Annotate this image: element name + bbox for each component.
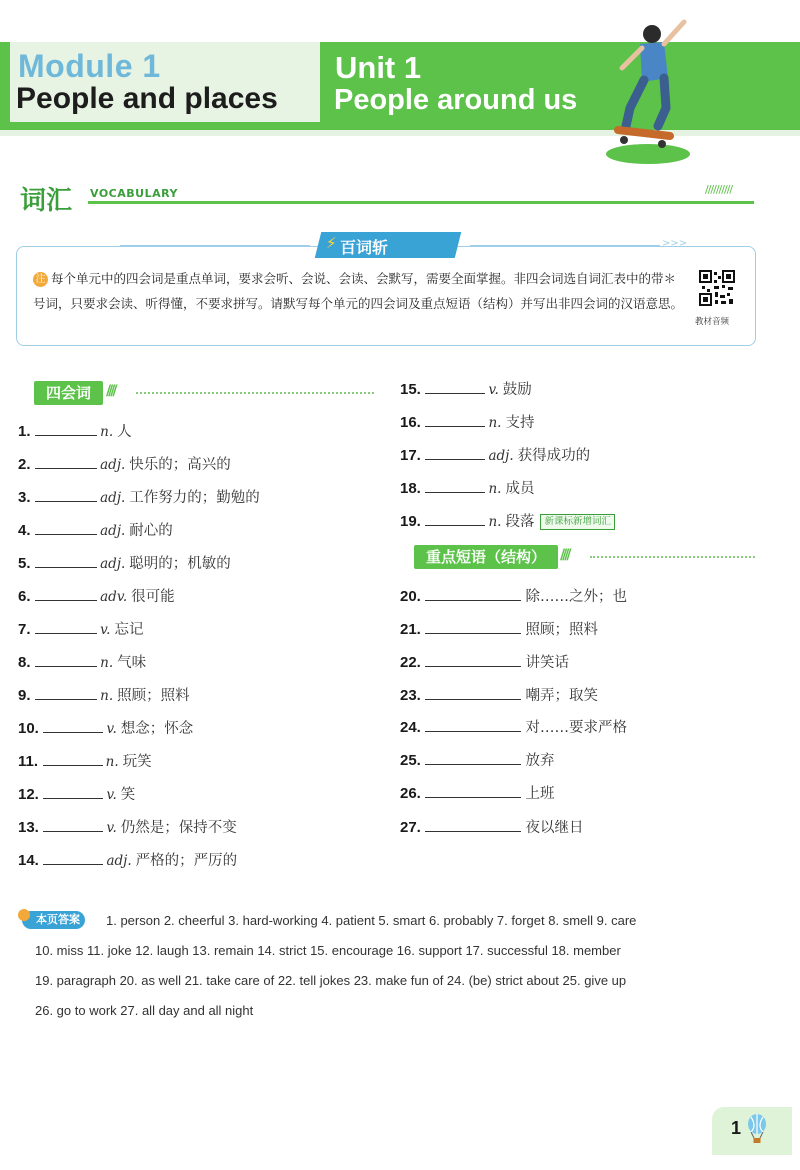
section-dots-words [136, 392, 374, 394]
phrase-row: 23. 嘲弄；取笑 [400, 687, 598, 704]
answer-blank[interactable] [425, 379, 485, 394]
answer-blank[interactable] [425, 783, 521, 798]
word-row: 6. adv. 很可能 [18, 588, 175, 605]
word-row: 15. v. 鼓励 [400, 381, 532, 398]
answer-blank[interactable] [35, 652, 97, 667]
word-row: 5. adj. 聪明的；机敏的 [18, 555, 231, 572]
answer-blank[interactable] [425, 478, 485, 493]
phrase-row: 22. 讲笑话 [400, 654, 569, 671]
answer-blank[interactable] [425, 717, 521, 732]
word-row: 16. n. 支持 [400, 414, 535, 431]
word-row: 10. v. 想念；怀念 [18, 720, 194, 737]
intro-divider-left [120, 245, 310, 246]
answer-blank[interactable] [425, 511, 485, 526]
answer-blank[interactable] [425, 685, 521, 700]
answer-blank[interactable] [425, 586, 521, 601]
phrase-row: 24. 对……要求严格 [400, 719, 627, 736]
section-bars-words: //// [106, 383, 115, 399]
word-row: 8. n. 气味 [18, 654, 147, 671]
word-row: 17. adj. 获得成功的 [400, 447, 591, 464]
answer-blank[interactable] [425, 619, 521, 634]
word-row: 3. adj. 工作努力的；勤勉的 [18, 489, 260, 506]
section-dots-phrases [590, 556, 755, 558]
intro-paragraph: 每个单元中的四会词是重点单词，要求会听、会说、会读、会默写，需要全面掌握。非四会词选自词汇表中的带＊号词，只要求会读、听得懂，不要求拼写。请默写每个单元的四会词及重点短语（结构）并写出非四会词的汉语意思。 [33, 271, 684, 311]
word-row: 11. n. 玩笑 [18, 753, 152, 770]
unit-subtitle: People around us [334, 84, 578, 116]
answer-blank[interactable] [43, 751, 103, 766]
word-row: 9. n. 照顾；照料 [18, 687, 190, 704]
word-row: 12. v. 笑 [18, 786, 136, 803]
answer-blank[interactable] [43, 817, 103, 832]
note-badge: 注 [33, 272, 48, 287]
module-subtitle: People and places [16, 82, 278, 115]
answer-blank[interactable] [35, 685, 97, 700]
hot-air-balloon-icon [746, 1114, 768, 1144]
phrase-row: 26. 上班 [400, 785, 555, 802]
word-row: 14. adj. 严格的；严厉的 [18, 852, 238, 869]
answer-blank[interactable] [35, 487, 97, 502]
skateboarder-illustration [600, 8, 710, 168]
answer-blank[interactable] [425, 445, 485, 460]
intro-arrows: >>> [662, 238, 688, 249]
lightning-icon: ⚡ [326, 234, 337, 252]
answers-label: 本页答案 [22, 911, 85, 929]
word-row: 7. v. 忘记 [18, 621, 144, 638]
answer-blank[interactable] [43, 784, 103, 799]
answer-blank[interactable] [43, 718, 103, 733]
word-row: 4. adj. 耐心的 [18, 522, 173, 539]
unit-title: Unit 1 [335, 50, 422, 85]
phrase-row: 21. 照顾；照料 [400, 621, 598, 638]
answers-line: 10. miss 11. joke 12. laugh 13. remain 14. strict 15. encourage 16. support 17. successful 18. member [35, 943, 621, 958]
vocabulary-heading: 词汇 [20, 186, 73, 216]
answer-blank[interactable] [35, 421, 97, 436]
qr-code[interactable] [699, 270, 735, 306]
answer-blank[interactable] [35, 553, 97, 568]
answer-blank[interactable] [35, 619, 97, 634]
answer-blank[interactable] [35, 520, 97, 535]
phrase-row: 27. 夜以继日 [400, 819, 584, 836]
vocabulary-hatch: ////////// [705, 183, 733, 196]
answer-blank[interactable] [425, 412, 485, 427]
word-row: 13. v. 仍然是；保持不变 [18, 819, 237, 836]
section-tag-phrases: 重点短语（结构） [414, 545, 558, 569]
intro-tag-label: 百词斩 [340, 238, 389, 257]
intro-divider-right [470, 245, 660, 246]
vocabulary-heading-en: VOCABULARY [90, 187, 178, 200]
answer-blank[interactable] [425, 817, 521, 832]
answers-line: 1. person 2. cheerful 3. hard-working 4. patient 5. smart 6. probably 7. forget 8. smell 9. care [106, 913, 637, 928]
answers-line: 19. paragraph 20. as well 21. take care of 22. tell jokes 23. make fun of 24. (be) strict about 25. give up [35, 973, 627, 988]
answer-blank[interactable] [35, 454, 97, 469]
section-bars-phrases: //// [560, 547, 569, 563]
intro-text [33, 266, 683, 316]
word-row: 1. n. 人 [18, 423, 132, 440]
answer-blank[interactable] [43, 850, 103, 865]
qr-label: 教材音频 [695, 317, 730, 327]
answer-blank[interactable] [425, 652, 521, 667]
module-title: Module 1 [18, 48, 161, 84]
word-row: 18. n. 成员 [400, 480, 535, 497]
answer-blank[interactable] [35, 586, 97, 601]
phrase-row: 20. 除……之外；也 [400, 588, 627, 605]
pin-icon [18, 909, 30, 921]
answer-blank[interactable] [425, 750, 521, 765]
section-tag-words: 四会词 [34, 381, 103, 405]
phrase-row: 25. 放弃 [400, 752, 555, 769]
answers-line: 26. go to work 27. all day and all night [35, 1003, 254, 1018]
page-number: 1 [731, 1118, 742, 1138]
new-word-tag: 新课标新增词汇 [540, 514, 615, 530]
word-row: 19. n. 段落 新课标新增词汇 [400, 510, 615, 532]
vocabulary-rule [88, 201, 754, 204]
word-row: 2. adj. 快乐的；高兴的 [18, 456, 231, 473]
